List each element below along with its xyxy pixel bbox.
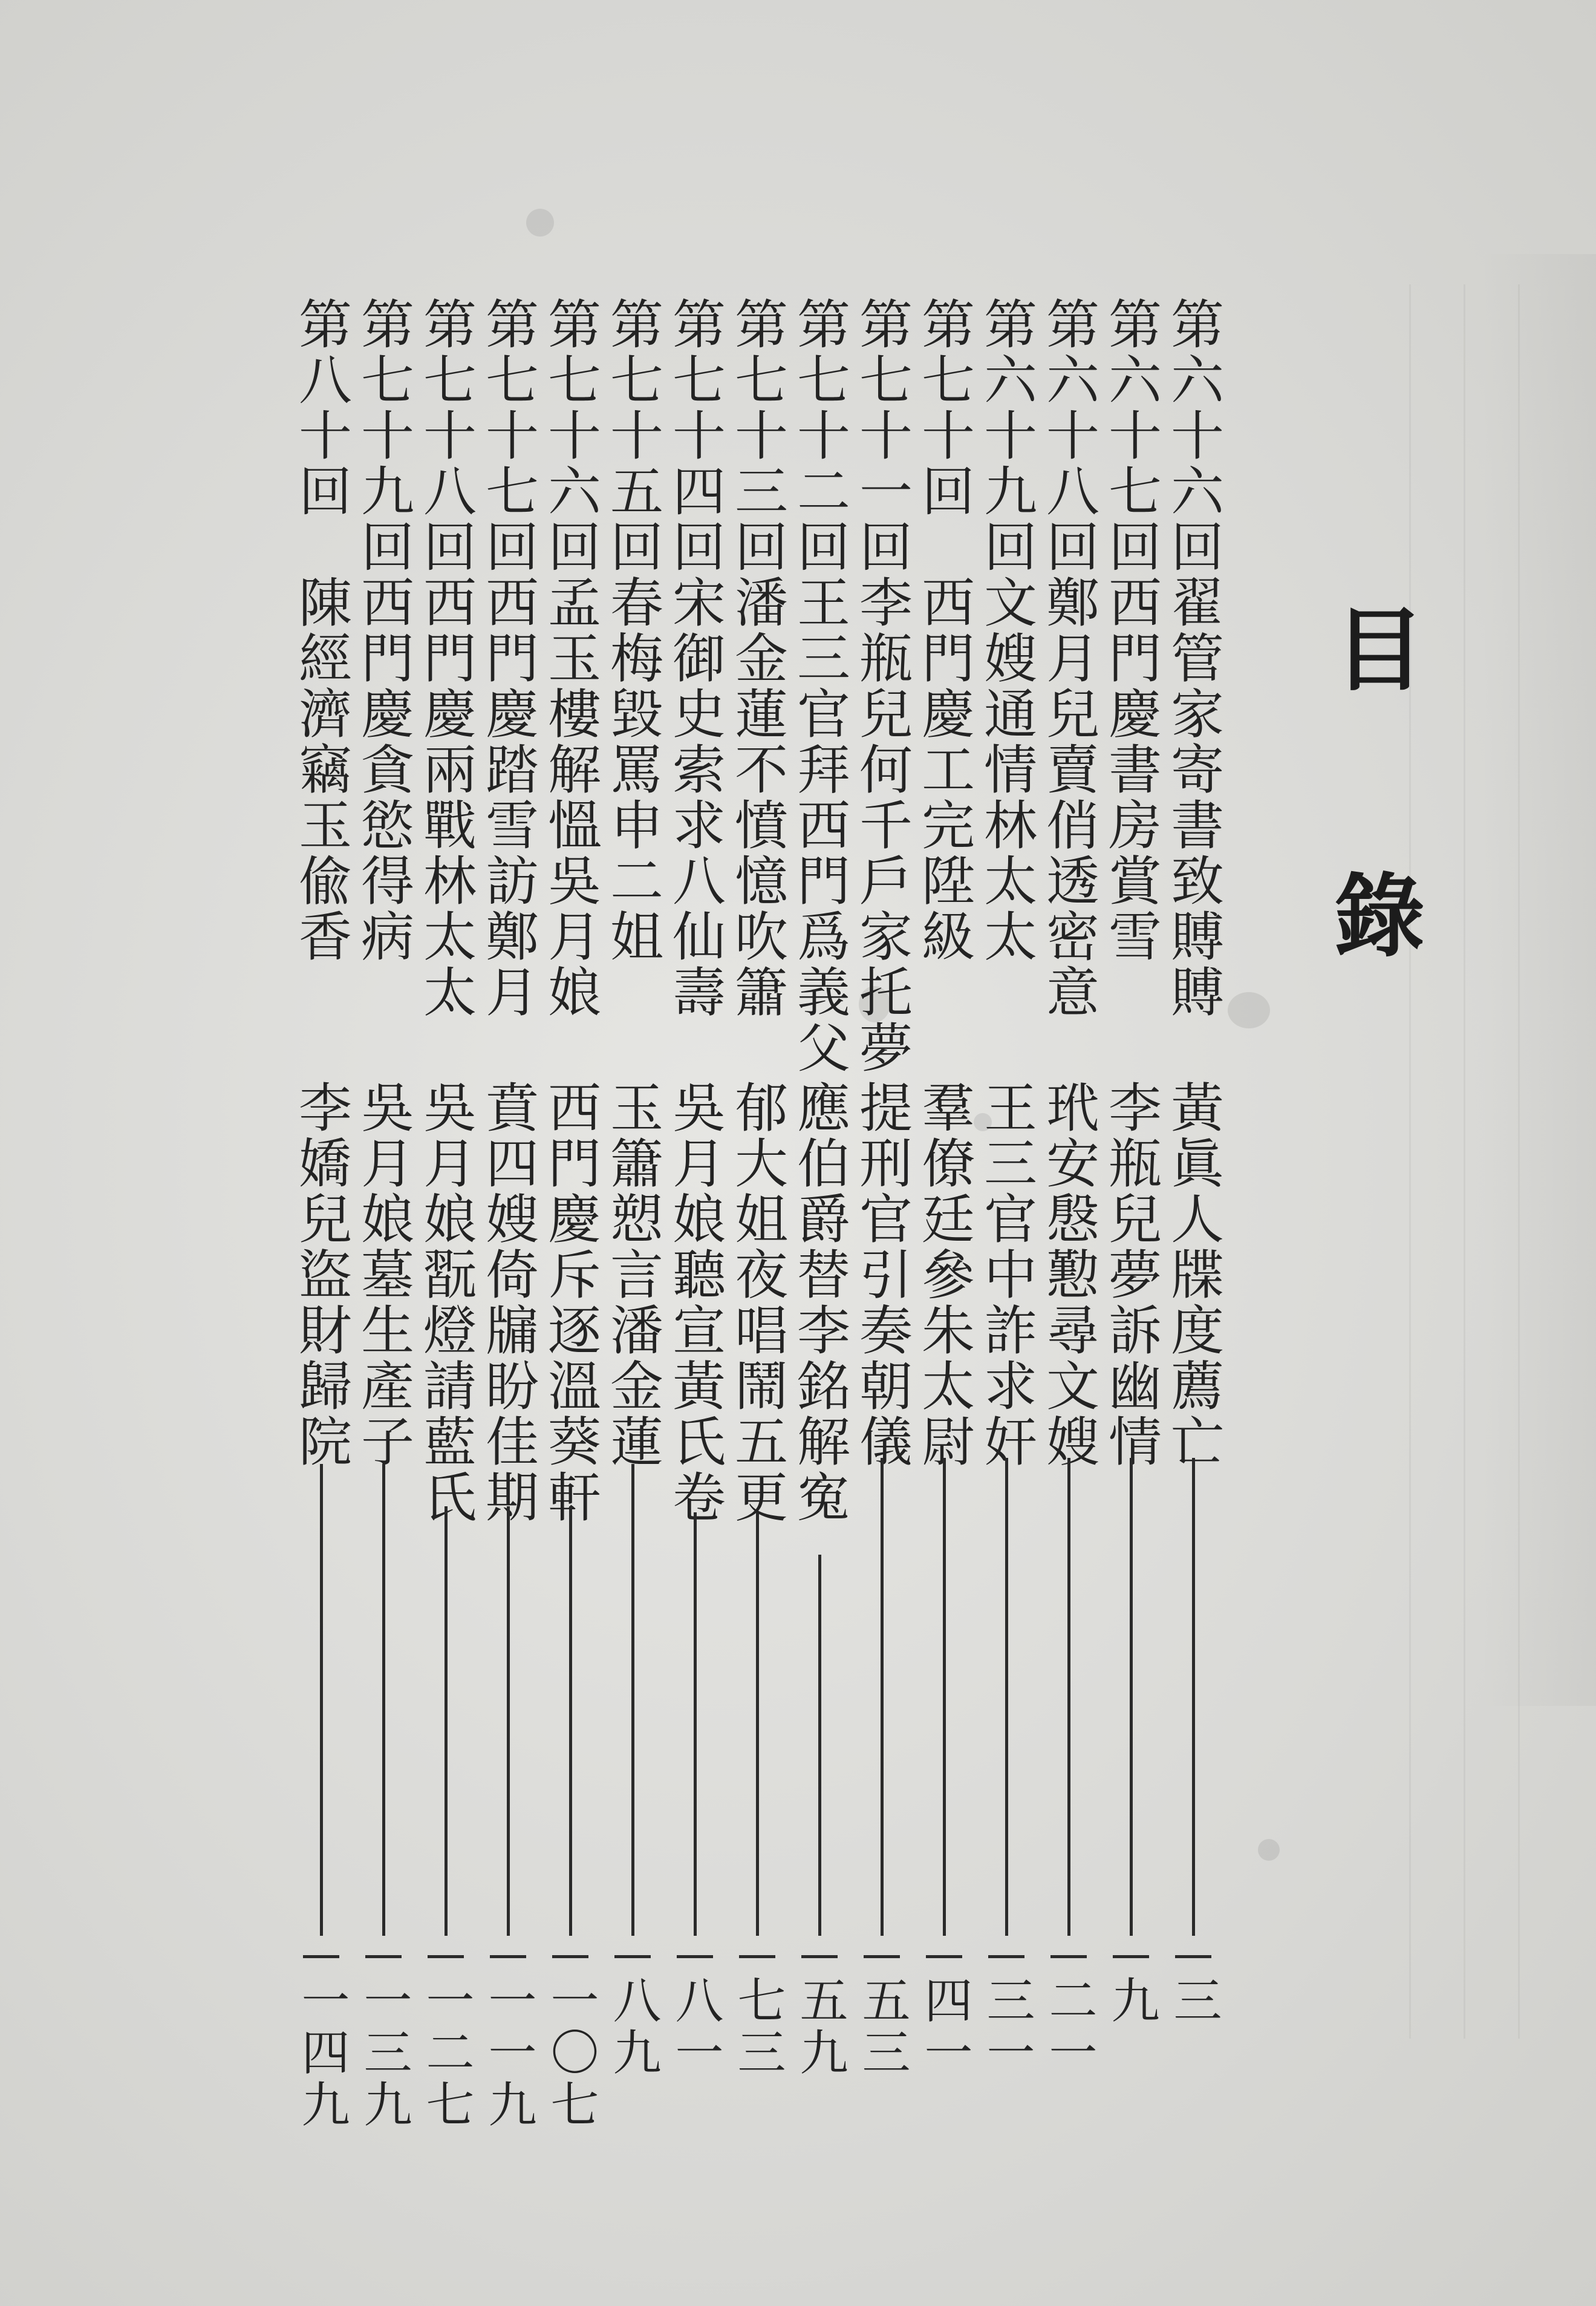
bleed-through-column [1518,284,1557,2039]
chapter-title-second-line: 李瓶兒夢訴幽情 [1100,1080,1162,1469]
page-dash [1175,1955,1211,1958]
leader-line [445,1506,448,1936]
chapter-number: 第七十八回 [415,296,477,575]
leader-line [1067,1458,1070,1936]
chapter-title-first-line: 王三官拜西門爲義父 [789,575,851,1076]
leader-line [631,1464,634,1936]
toc-entry [1102,0,1160,2306]
chapter-title-first-line: 陳經濟竊玉偸香 [290,575,353,964]
chapter-number: 第七十回 [913,296,976,519]
leader-line [507,1506,510,1936]
page-number: 八九 [605,1975,661,2079]
chapter-number: 第七十一回 [851,296,913,575]
page-number: 九 [1103,1975,1159,2027]
chapter-number: 第六十七回 [1100,296,1162,575]
page-dash [1050,1955,1087,1958]
toc-entry [976,0,1038,2306]
page-number: 三一 [979,1975,1035,2079]
page-dash [801,1955,838,1958]
chapter-title-first-line: 西門慶兩戰林太太 [415,575,477,1020]
leader-line [1005,1458,1008,1936]
page-number: 三 [1165,1975,1222,2027]
leader-line [1192,1458,1195,1936]
toc-entry [913,0,976,2306]
page-dash [303,1955,339,1958]
chapter-number: 第七十九回 [353,296,415,575]
chapter-title-second-line: 賁四嫂倚牖盼佳期 [477,1080,539,1525]
page-number: 五九 [792,1975,848,2079]
page-number: 一三九 [356,1975,412,2131]
page-number: 一二七 [418,1975,474,2131]
page-number: 一四九 [293,1975,350,2131]
chapter-title-second-line: 玉簫愬言潘金蓮 [602,1080,664,1469]
page-dash [988,1955,1024,1958]
chapter-number: 第六十八回 [1038,296,1100,575]
chapter-title-second-line: 王三官中詐求奸 [976,1080,1038,1469]
chapter-title-second-line: 應伯爵替李銘解寃 [789,1080,851,1525]
chapter-number: 第六十六回 [1162,296,1225,575]
chapter-number: 第七十六回 [539,296,602,575]
page-dash [864,1955,900,1958]
toc-entry [1040,0,1098,2306]
toc-title-char: 目 [1334,597,1425,704]
toc-entry [353,0,415,2306]
page-number: 二一 [1041,1975,1097,2079]
chapter-title-second-line: 吳月娘翫燈請藍氏 [415,1080,477,1525]
toc-entry [1162,0,1225,2306]
leader-line [320,1464,323,1936]
chapter-title-second-line: 羣僚廷參朱太尉 [913,1080,976,1469]
toc-entry [479,0,537,2306]
toc-entry [726,0,789,2306]
chapter-title-first-line: 鄭月兒賣俏透密意 [1038,575,1100,1020]
chapter-title-second-line: 西門慶斥逐溫葵軒 [539,1080,602,1525]
ink-smudge [1258,1839,1280,1861]
leader-line [382,1464,385,1936]
chapter-title-first-line: 孟玉樓解慍吳月娘 [539,575,602,1020]
page-dash [739,1955,775,1958]
toc-entry [290,0,353,2306]
leader-line [943,1458,946,1936]
toc-entry [604,0,662,2306]
chapter-title-first-line: 西門慶書房賞雪 [1100,575,1162,964]
chapter-number: 第七十二回 [789,296,851,575]
page-dash [552,1955,588,1958]
leader-line [569,1506,572,1936]
page-dash [365,1955,402,1958]
page-number: 四一 [916,1975,972,2079]
ink-smudge [1228,992,1270,1028]
page-dash [677,1955,713,1958]
toc-entry [539,0,602,2306]
chapter-title-second-line: 黃眞人牒度薦亡 [1162,1080,1225,1469]
page-dash [1113,1955,1149,1958]
chapter-title-first-line: 潘金蓮不憤憶吹簫 [726,575,789,1020]
chapter-title-first-line: 翟管家寄書致賻賻 [1162,575,1225,1020]
leader-line [1130,1458,1133,1936]
toc-title-char: 錄 [1334,863,1425,970]
toc-entry [666,0,724,2306]
page-number: 八一 [667,1975,723,2079]
bleed-through-column [1464,284,1503,2039]
page-number: 五三 [854,1975,910,2079]
chapter-title-second-line: 李嬌兒盜財歸院 [290,1080,353,1469]
toc-entry [853,0,911,2306]
chapter-number: 第八十回 [290,296,353,519]
chapter-title-first-line: 李瓶兒何千戶家托夢 [851,575,913,1076]
page-number: 一一九 [480,1975,536,2131]
page-number: 一〇七 [542,1975,599,2131]
chapter-title-second-line: 提刑官引奏朝儀 [851,1080,913,1469]
page-dash [614,1955,651,1958]
page-number: 七三 [729,1975,786,2079]
toc-entry [789,0,851,2306]
chapter-title-first-line: 西門慶貪慾得病 [353,575,415,964]
chapter-title-first-line: 文嫂通情林太太 [976,575,1038,964]
leader-line [881,1458,884,1936]
chapter-title-first-line: 宋御史索求八仙壽 [664,575,726,1020]
page-dash [490,1955,526,1958]
chapter-title-second-line: 玳安慇懃尋文嫂 [1038,1080,1100,1469]
chapter-title-second-line: 吳月娘墓生產子 [353,1080,415,1469]
chapter-title-first-line: 西門慶踏雪訪鄭月 [477,575,539,1020]
page-dash [428,1955,464,1958]
bleed-through-column [1409,284,1448,2039]
leader-line [818,1555,821,1936]
chapter-number: 第七十四回 [664,296,726,575]
page-dash [926,1955,962,1958]
leader-line [756,1512,759,1936]
toc-entry [417,0,475,2306]
chapter-number: 第六十九回 [976,296,1038,575]
leader-line [694,1512,697,1936]
chapter-title-first-line: 西門慶工完陞級 [913,575,976,964]
chapter-title-second-line: 吳月娘聽宣黃氏卷 [664,1080,726,1525]
chapter-title-first-line: 春梅毀罵申二姐 [602,575,664,964]
chapter-number: 第七十三回 [726,296,789,575]
chapter-number: 第七十五回 [602,296,664,575]
chapter-number: 第七十七回 [477,296,539,575]
chapter-title-second-line: 郁大姐夜唱鬧五更 [726,1080,789,1525]
